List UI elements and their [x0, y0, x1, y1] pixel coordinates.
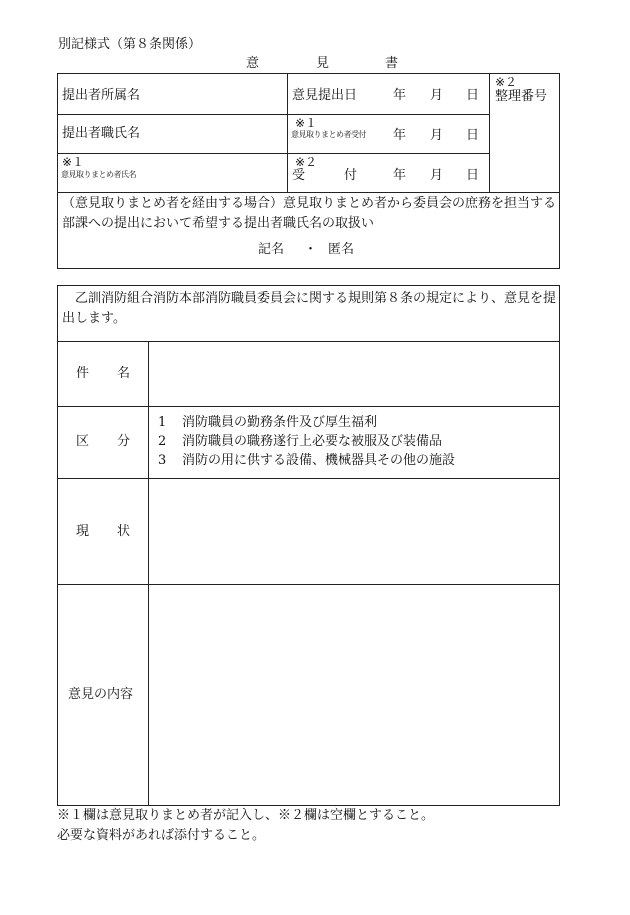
collector-name-mark: ※１ — [62, 155, 85, 169]
handling-text: （意見取りまとめ者を経由する場合）意見取りまとめ者から委員会の庶務を担当する部課への提出において希望する提出者職氏名の取扱い — [62, 196, 557, 231]
submit-date-month: 月 — [430, 88, 444, 103]
affiliation-label: 提出者所属名 — [62, 88, 141, 103]
receipt-mark: ※２ — [295, 155, 318, 169]
divider-v-mid — [287, 73, 288, 192]
ref-no-label: 整理番号 — [495, 89, 548, 104]
title-char-3: 書 — [385, 56, 399, 71]
main-divider-h1 — [57, 341, 560, 342]
divider-v-right — [489, 73, 490, 192]
divider-h2 — [57, 153, 490, 154]
receipt-day: 日 — [466, 128, 480, 143]
main-divider-h2 — [57, 406, 560, 407]
collector-receipt-label: 意見取りまとめ者受付 — [291, 130, 366, 139]
submit-date-day: 日 — [466, 88, 480, 103]
title-char-2: 見 — [316, 56, 330, 71]
form-label: 別記様式（第８条関係） — [58, 37, 202, 52]
category-text-2: 消防職員の職務遂行上必要な被服及び装備品 — [182, 434, 443, 449]
divider-h1 — [57, 114, 490, 115]
receipt-label-char-2: 付 — [344, 168, 358, 183]
category-label-char-1: 区 — [76, 434, 90, 449]
status-label-char-2: 状 — [117, 524, 131, 539]
handling-option-named: 記名 — [258, 242, 285, 257]
receipt-year: 年 — [393, 128, 407, 143]
footnote-2: 必要な資料があれば添付すること。 — [57, 828, 266, 843]
receipt2-month: 月 — [430, 168, 444, 183]
subject-label-char-1: 件 — [76, 366, 90, 381]
footnote-1: ※１欄は意見取りまとめ者が記入し、※２欄は空欄とすること。 — [57, 808, 435, 823]
title-char-1: 意 — [246, 56, 260, 71]
collector-receipt-mark: ※１ — [295, 116, 318, 130]
category-num-1: 1 — [158, 415, 167, 430]
main-table — [57, 285, 560, 806]
receipt-label-char-1: 受 — [292, 168, 306, 183]
status-label-char-1: 現 — [76, 524, 90, 539]
category-text-3: 消防の用に供する設備、機械器具その他の施設 — [182, 453, 456, 468]
main-divider-h4 — [57, 584, 560, 585]
category-label-char-2: 分 — [117, 434, 131, 449]
receipt2-day: 日 — [466, 168, 480, 183]
opinion-label: 意見の内容 — [68, 687, 134, 702]
divider-h3 — [57, 192, 560, 193]
collector-name-label: 意見取りまとめ者氏名 — [61, 170, 136, 179]
subject-label-char-2: 名 — [117, 366, 131, 381]
submitter-name-label: 提出者職氏名 — [62, 126, 141, 141]
intro-text: 乙訓消防組合消防本部消防職員委員会に関する規則第８条の規定により、意見を提出します。 — [62, 291, 557, 326]
main-divider-v — [148, 341, 149, 806]
category-num-2: 2 — [158, 434, 167, 449]
handling-option-sep: ・ — [304, 242, 318, 257]
main-divider-h3 — [57, 478, 560, 479]
category-num-3: 3 — [158, 453, 167, 468]
submit-date-year: 年 — [393, 88, 407, 103]
handling-option-anonymous: 匿名 — [328, 242, 355, 257]
ref-no-mark: ※２ — [495, 75, 518, 89]
receipt-month: 月 — [430, 128, 444, 143]
receipt2-year: 年 — [393, 168, 407, 183]
category-text-1: 消防職員の勤務条件及び厚生福利 — [182, 415, 378, 430]
submit-date-label: 意見提出日 — [292, 88, 358, 103]
